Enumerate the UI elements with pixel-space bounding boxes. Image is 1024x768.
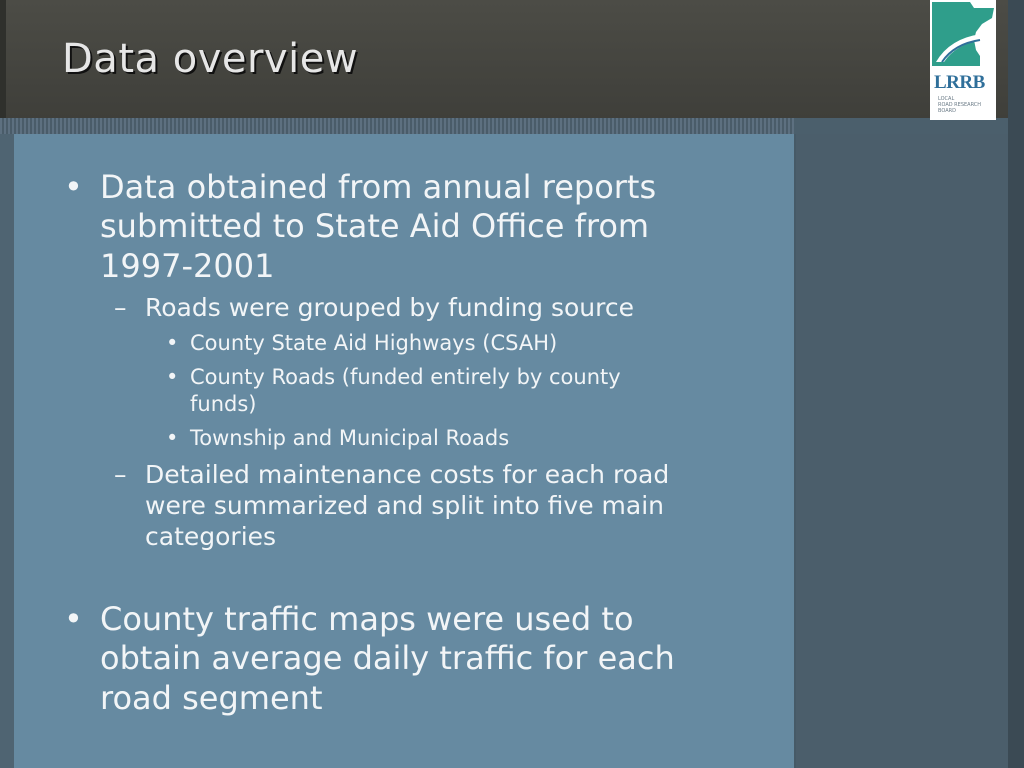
- bullet-text-line: submitted to State Aid Office from: [100, 207, 650, 245]
- sub-bullet-text-line: Detailed maintenance costs for each road: [145, 460, 670, 489]
- bullet-text-line: 1997-2001: [100, 247, 275, 285]
- sub-bullet-text-line: categories: [145, 522, 277, 551]
- title-bar-edge: [0, 0, 6, 118]
- sub-sub-bullet-text-line: funds): [190, 392, 257, 416]
- logo-wordmark: LRRB: [934, 72, 985, 93]
- sub-bullet-text-line: Roads were grouped by funding source: [145, 293, 634, 322]
- sub-sub-bullet-text-line: Township and Municipal Roads: [190, 426, 510, 450]
- sub-sub-bullet-symbol: •: [166, 365, 179, 389]
- sub-sub-bullet-symbol: •: [166, 331, 179, 355]
- sub-sub-bullet-symbol: •: [166, 426, 179, 450]
- sub-sub-bullet-text-line: County Roads (funded entirely by county: [190, 365, 621, 389]
- logo-subtitle-line: ROAD RESEARCH: [938, 102, 982, 108]
- bullet-text-line: Data obtained from annual reports: [100, 168, 657, 206]
- bullet-symbol: •: [64, 600, 83, 638]
- sub-bullet-symbol: –: [114, 293, 127, 322]
- bullet-text-line: road segment: [100, 679, 323, 717]
- slide-title: Data overview: [62, 36, 359, 82]
- right-band: [794, 118, 1024, 134]
- logo-subtitle-line: BOARD: [938, 108, 956, 114]
- lrrb-logo: [930, 0, 996, 120]
- right-edge: [1008, 0, 1024, 768]
- sub-bullet-text-line: were summarized and split into five main: [145, 491, 665, 520]
- bullet-text-line: County traffic maps were used to: [100, 600, 634, 638]
- bullet-symbol: •: [64, 168, 83, 206]
- logo-subtitle-line: LOCAL: [938, 96, 955, 102]
- right-side-panel: [796, 134, 1008, 768]
- sub-bullet-symbol: –: [114, 460, 127, 489]
- title-bar: [0, 0, 1024, 118]
- minnesota-map-icon: [930, 0, 996, 72]
- bullet-text-line: obtain average daily traffic for each: [100, 639, 675, 677]
- logo-subtitle: [938, 96, 994, 114]
- sub-sub-bullet-text-line: County State Aid Highways (CSAH): [190, 331, 558, 355]
- left-edge: [0, 134, 14, 768]
